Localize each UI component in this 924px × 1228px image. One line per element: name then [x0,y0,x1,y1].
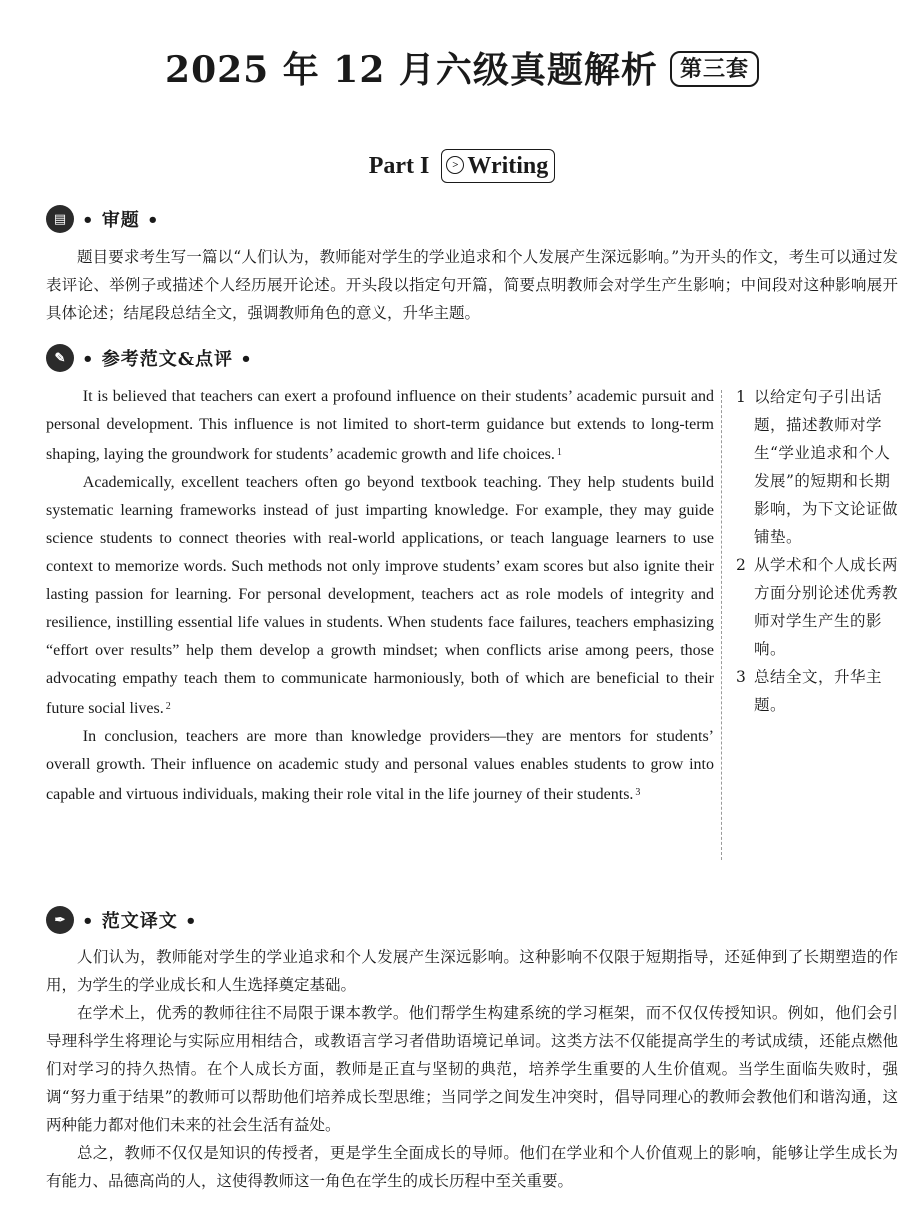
note-item [736,383,904,551]
analysis-paragraph: 题目要求考生写一篇以“人们认为，教师能对学生的学业追求和个人发展产生深远影响。”为开头的作文，考生可以通过发表评论、举例子或描述个人经历展开论述。开头段以指定句开篇，简要点明教师会对学生产生影响；中间段对这种影响展开具体论述；结尾段总结全文，强调教师角色的意义，升华主题。 [46,248,898,322]
essay-paragraph-2: Academically, excellent teachers often go beyond textbook teaching. They help students build systematic learning frameworks instead of just imparting knowledge. For example, they may guide science students to connect theories with real-world applications, or teach language learners to use context to memorize words. Such methods not only improve students’ exam scores but also ignite their lasting passion for learning. For personal development, teachers act as role models of integrity and resilience, instilling essential life values in students. When students face failures, teachers emphasizing “effort over results” help them develop a growth mindset; when conflicts arise among peers, those advocating empathy teach them to communicate harmoniously, both of which are beneficial to their future social lives. $^2$ [46,474,714,717]
part-name-box [441,149,555,183]
dashed-divider [721,390,722,860]
note-ref: 1 [556,447,562,458]
note-number: 1 [736,388,746,406]
translation-paragraph-3: 总之，教师不仅仅是知识的传授者，更是学生全面成长的导师。他们在学业和个人价值观上的影响，能够让学生成长为有能力、品德高尚的人，这使得教师这一角色在学生的成长历程中至关重要。 [46,1144,898,1190]
comment-notes [736,383,904,719]
essay-paragraph-1: It is believed that teachers can exert a profound influence on their students’ academic pursuit and personal development. This influence is not limited to short-term guidance but extends to long-term shaping, laying the groundwork for students’ academic growth and life choices. $^1$ [46,388,714,463]
essay-paragraph-3: In conclusion, teachers are more than knowledge providers—they are mentors for students’ overall growth. Their influence on academic study and personal values enables students to grow into capable and virtuous individuals, making their role vital in the life journey of their students. $^3$ [46,728,714,803]
note-number: 2 [736,556,746,574]
set-badge: 第三套 [670,51,759,87]
page-title [0,42,924,98]
translation-paragraph-1: 人们认为，教师能对学生的学业追求和个人发展产生深远影响。这种影响不仅限于短期指导，还延伸到了长期塑造的作用，为学生的学业成长和人生选择奠定基础。 [46,948,898,994]
document-icon: ▤ [46,205,74,233]
arrow-right-icon: > [446,156,464,174]
note-item [736,551,904,663]
note-text: 从学术和个人成长两方面分别论述优秀教师对学生产生的影响。 [754,556,899,658]
quill-icon: ✒ [46,906,74,934]
section-header-translation [46,903,198,937]
analysis-text-block [46,243,898,327]
note-ref: 3 [635,787,641,798]
translation-text-block [46,943,898,1195]
sample-essay [46,383,714,809]
note-number: 3 [736,668,746,686]
part-heading [0,148,924,184]
part-label: Part I [368,153,430,179]
part-name: Writing [467,153,549,179]
pen-icon: ✎ [46,344,74,372]
note-item [736,663,904,719]
translation-paragraph-2: 在学术上，优秀的教师往往不局限于课本教学。他们帮学生构建系统的学习框架，而不仅仅传授知识。例如，他们会引导理科学生将理论与实际应用相结合，或教语言学习者借助语境记单词。这类方法不仅能提高学生的考试成绩，还能点燃他们对学习的持久热情。在个人成长方面，教师是正直与坚韧的典范，培养学生重要的人生价值观。当学生面临失败时，强调“努力重于结果”的教师可以帮助他们培养成长型思维；当同学之间发生冲突时，倡导同理心的教师会教他们和谐沟通，这两种能力都对他们未来的社会生活有益处。 [46,1004,898,1134]
note-text: 总结全文，升华主题。 [754,668,883,714]
section-header-analysis [46,202,160,236]
section-title: • 审题 • [82,210,160,231]
title-text: 2025 年 12 月六级真题解析 [165,49,658,91]
note-ref: 2 [165,701,171,712]
section-header-sample [46,341,253,375]
section-title: • 参考范文&点评 • [82,349,253,370]
note-text: 以给定句子引出话题，描述教师对学生“学业追求和个人发展”的短期和长期影响，为下文论证做铺垫。 [754,388,899,546]
section-title: • 范文译文 • [82,911,198,932]
